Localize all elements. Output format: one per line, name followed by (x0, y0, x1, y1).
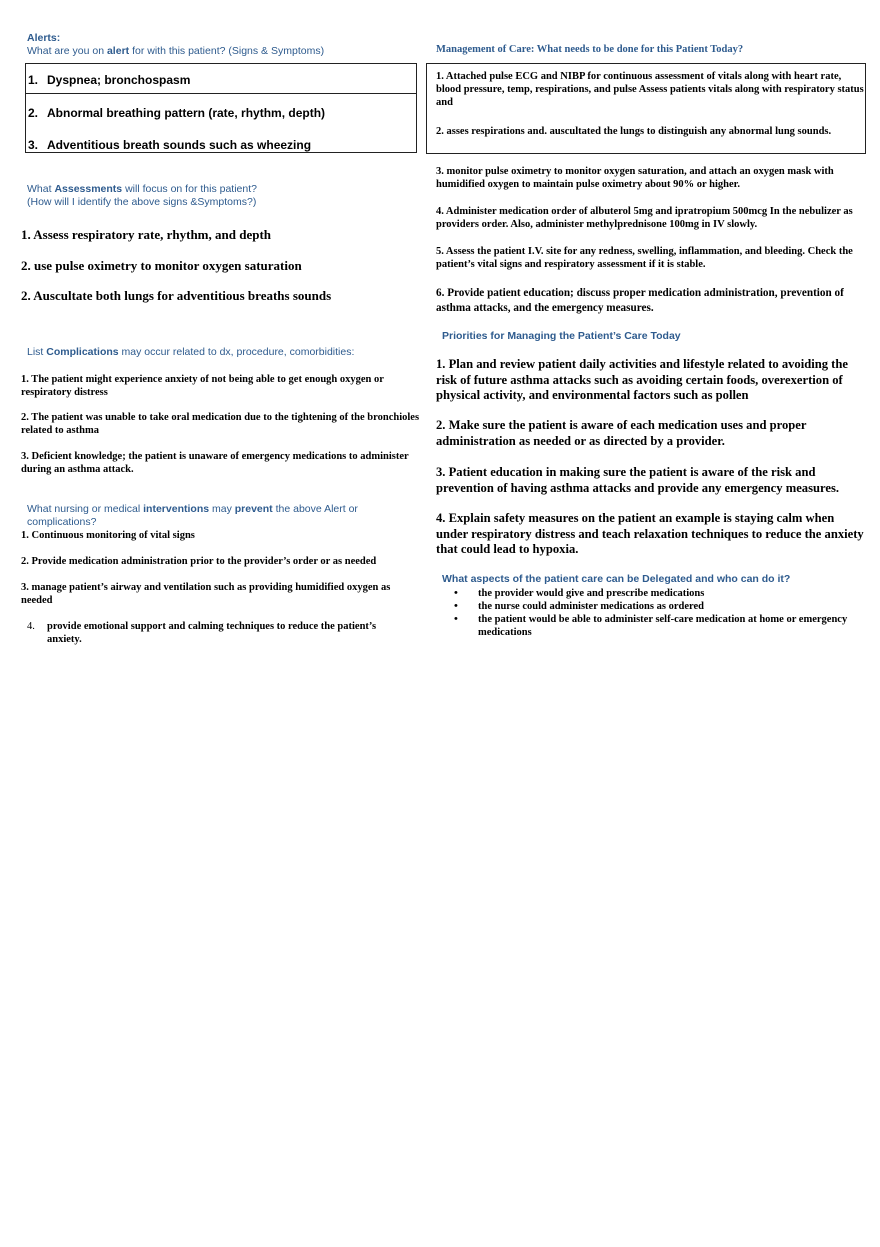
intervention-item: 2. Provide medication administration prior to the provider’s order or as needed (21, 556, 377, 567)
intervention-item-text: provide emotional support and calming techniques to reduce the patient’s anxiety. (47, 621, 377, 645)
alerts-table (25, 63, 417, 153)
alerts-question: What are you on alert for with this patient? (Signs & Symptoms) (27, 45, 325, 57)
interventions-header: What nursing or medical interventions may prevent the above Alert or complications? (27, 503, 358, 528)
intervention-item-number: 4. (27, 621, 35, 632)
assessment-item: 2. use pulse oximetry to monitor oxygen saturation (21, 258, 302, 273)
management-item: 6. Provide patient education; discuss proper medication administration, prevention of asthma attacks, and the emergency measures. (436, 287, 844, 314)
intervention-item: 1. Continuous monitoring of vital signs (21, 530, 195, 541)
management-title: Management of Care: What needs to be done for this Patient Today? (436, 44, 744, 55)
delegation-item: • the patient would be able to administer self-care medication at home or emergency medications (442, 613, 852, 639)
management-item: 5. Assess the patient I.V. site for any redness, swelling, inflammation, and bleeding. Check the patient’s vital signs and respiratory assessment if it is stable. (436, 246, 853, 270)
delegation-item: • the provider would give and prescribe medications (442, 587, 852, 600)
management-item: 4. Administer medication order of albuterol 5mg and ipratropium 500mcg In the nebulizer as providers order. Also, administer methylprednisone 100mg in IV slowly. (436, 206, 853, 230)
management-item: 2. asses respirations and. auscultated the lungs to distinguish any abnormal lung sounds. (436, 126, 832, 137)
alert-item: 1. Dyspnea; bronchospasm (28, 73, 191, 87)
priority-item: 3. Patient education in making sure the patient is aware of the risk and prevention of having asthma attacks and provide any emergency measures. (436, 465, 839, 495)
complication-item: 3. Deficient knowledge; the patient is unaware of emergency medications to administer during an asthma attack. (21, 451, 409, 475)
management-item: 1. Attached pulse ECG and NIBP for continuous assessment of vitals along with heart rate, blood pressure, temp, respirations, and pulse Assess patients vitals along with respiratory status and (436, 71, 864, 108)
assessment-item: 1. Assess respiratory rate, rhythm, and depth (21, 227, 272, 242)
complication-item: 2. The patient was unable to take oral medication due to the tightening of the bronchioles related to asthma (21, 412, 420, 436)
intervention-item (27, 620, 407, 646)
alert-item: 2. Abnormal breathing pattern (rate, rhythm, depth) (28, 106, 326, 120)
alerts-header (27, 32, 427, 58)
complication-item: 1. The patient might experience anxiety of not being able to get enough oxygen or respiratory distress (21, 374, 384, 398)
alert-item: 3. Adventitious breath sounds such as wheezing (28, 138, 312, 152)
assessment-item: 2. Auscultate both lungs for adventitious breaths sounds (21, 288, 332, 303)
priority-item: 4. Explain safety measures on the patient an example is staying calm when under respiratory distress and teach relaxation techniques to reduce the anxiety that could lead to hypoxia. (436, 511, 864, 556)
complications-header: List Complications may occur related to dx, procedure, comorbidities: (27, 346, 355, 358)
delegation-item: • the nurse could administer medications as ordered (442, 600, 852, 613)
management-item: 3. monitor pulse oximetry to monitor oxygen saturation, and attach an oxygen mask with humidified oxygen to maintain pulse oximetry about 90% or higher. (436, 166, 834, 190)
priorities-title: Priorities for Managing the Patient’s Care Today (442, 330, 681, 342)
priority-item: 1. Plan and review patient daily activities and lifestyle related to avoiding the risk of future asthma attacks such as avoiding certain foods, overexertion of physical activity, and environmental factors such as pollen (436, 357, 848, 402)
alerts-row-divider (26, 93, 416, 94)
assessments-question: What Assessments will focus on for this patient? (27, 183, 257, 195)
delegation-title: What aspects of the patient care can be Delegated and who can do it? (442, 573, 791, 585)
assessments-header (27, 183, 427, 209)
delegation-list (442, 587, 852, 639)
alerts-label: Alerts: (27, 32, 61, 44)
assessments-question-line2: (How will I identify the above signs &Symptoms?) (27, 196, 257, 208)
intervention-item: 3. manage patient’s airway and ventilation such as providing humidified oxygen as needed (21, 582, 391, 606)
priority-item: 2. Make sure the patient is aware of each medication uses and proper administration as needed or as directed by a provider. (436, 418, 807, 448)
